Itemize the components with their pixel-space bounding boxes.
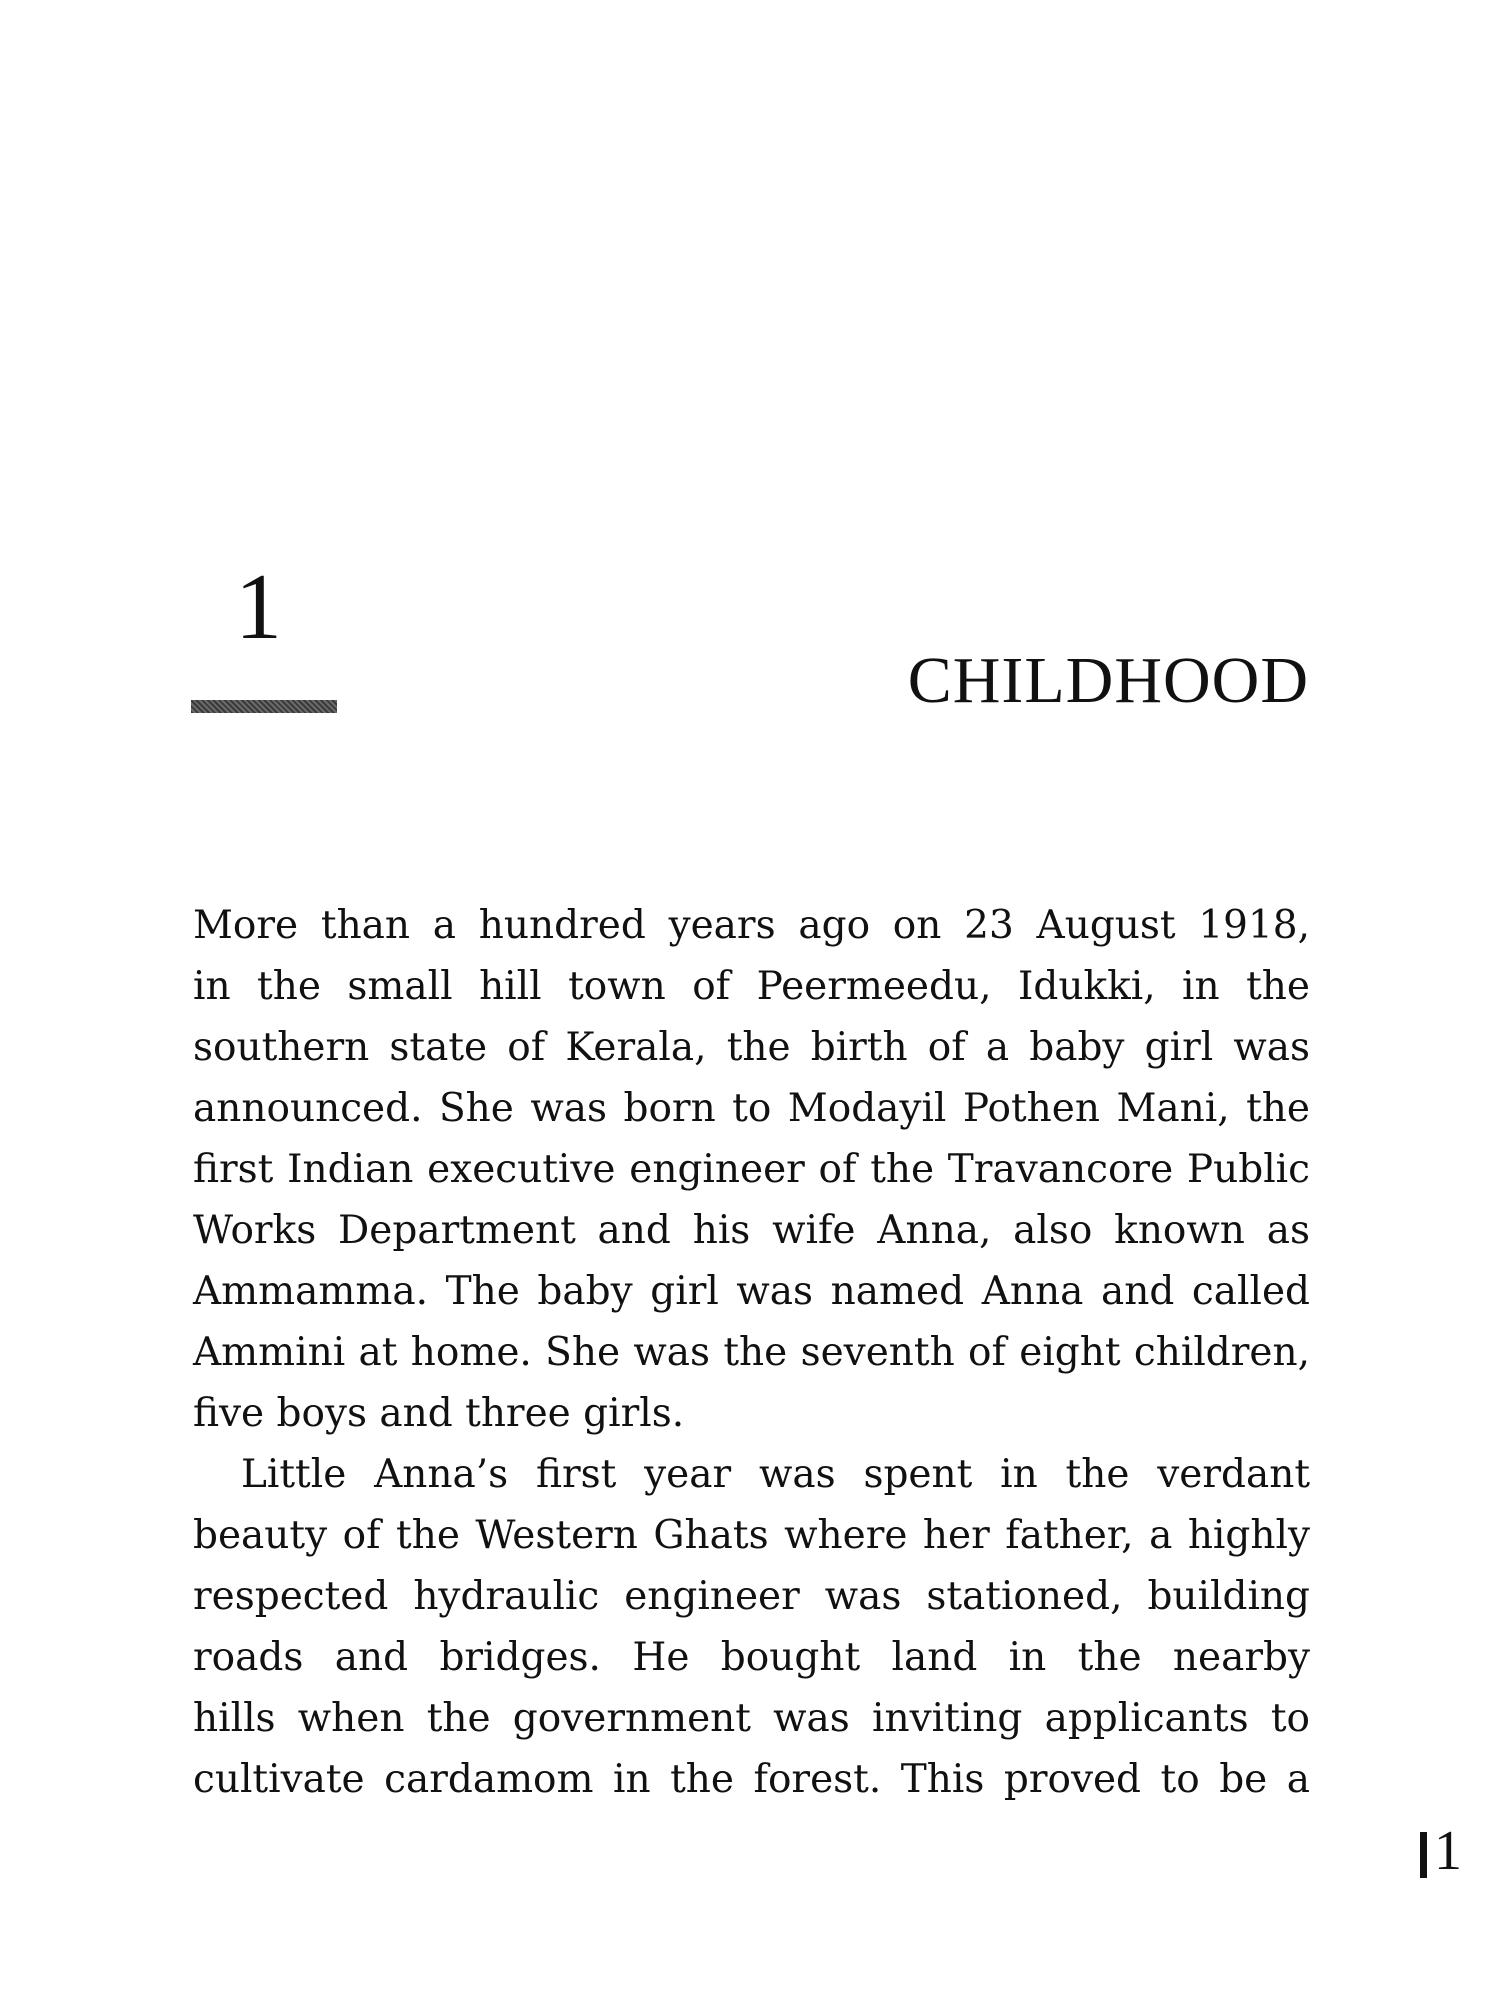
body-text [193,895,1310,1810]
text-line: respected hydraulic engineer was stationed, building [193,1574,1310,1619]
text-line: Ammini at home. She was the seventh of eight children, [193,1330,1310,1375]
chapter-number-rule [191,700,337,713]
text-line: Ammamma. The baby girl was named Anna and called [193,1269,1310,1314]
text-line: five boys and three girls. [193,1391,685,1436]
text-line: in the small hill town of Peermeedu, Idukki, in the [193,964,1310,1009]
text-line: More than a hundred years ago on 23 August 1918, [193,903,1310,948]
text-line: hills when the government was inviting applicants to [193,1696,1310,1741]
paragraph-1 [193,895,1310,1444]
text-line: Little Anna’s first year was spent in the verdant [241,1452,1310,1497]
paragraph-2 [193,1444,1310,1810]
page-number: 1 [1434,1820,1462,1882]
page-number-bar [1420,1832,1427,1878]
chapter-title: CHILDHOOD [907,644,1309,717]
text-line: cultivate cardamom in the forest. This proved to be a [193,1757,1310,1802]
text-line: roads and bridges. He bought land in the nearby [193,1635,1310,1680]
text-line: beauty of the Western Ghats where her father, a highly [193,1513,1310,1558]
text-line: Works Department and his wife Anna, also known as [193,1208,1310,1253]
text-line: southern state of Kerala, the birth of a baby girl was [193,1025,1310,1070]
text-line: first Indian executive engineer of the Travancore Public [193,1147,1310,1192]
chapter-number: 1 [235,555,282,659]
text-line: announced. She was born to Modayil Pothen Mani, the [193,1086,1310,1131]
